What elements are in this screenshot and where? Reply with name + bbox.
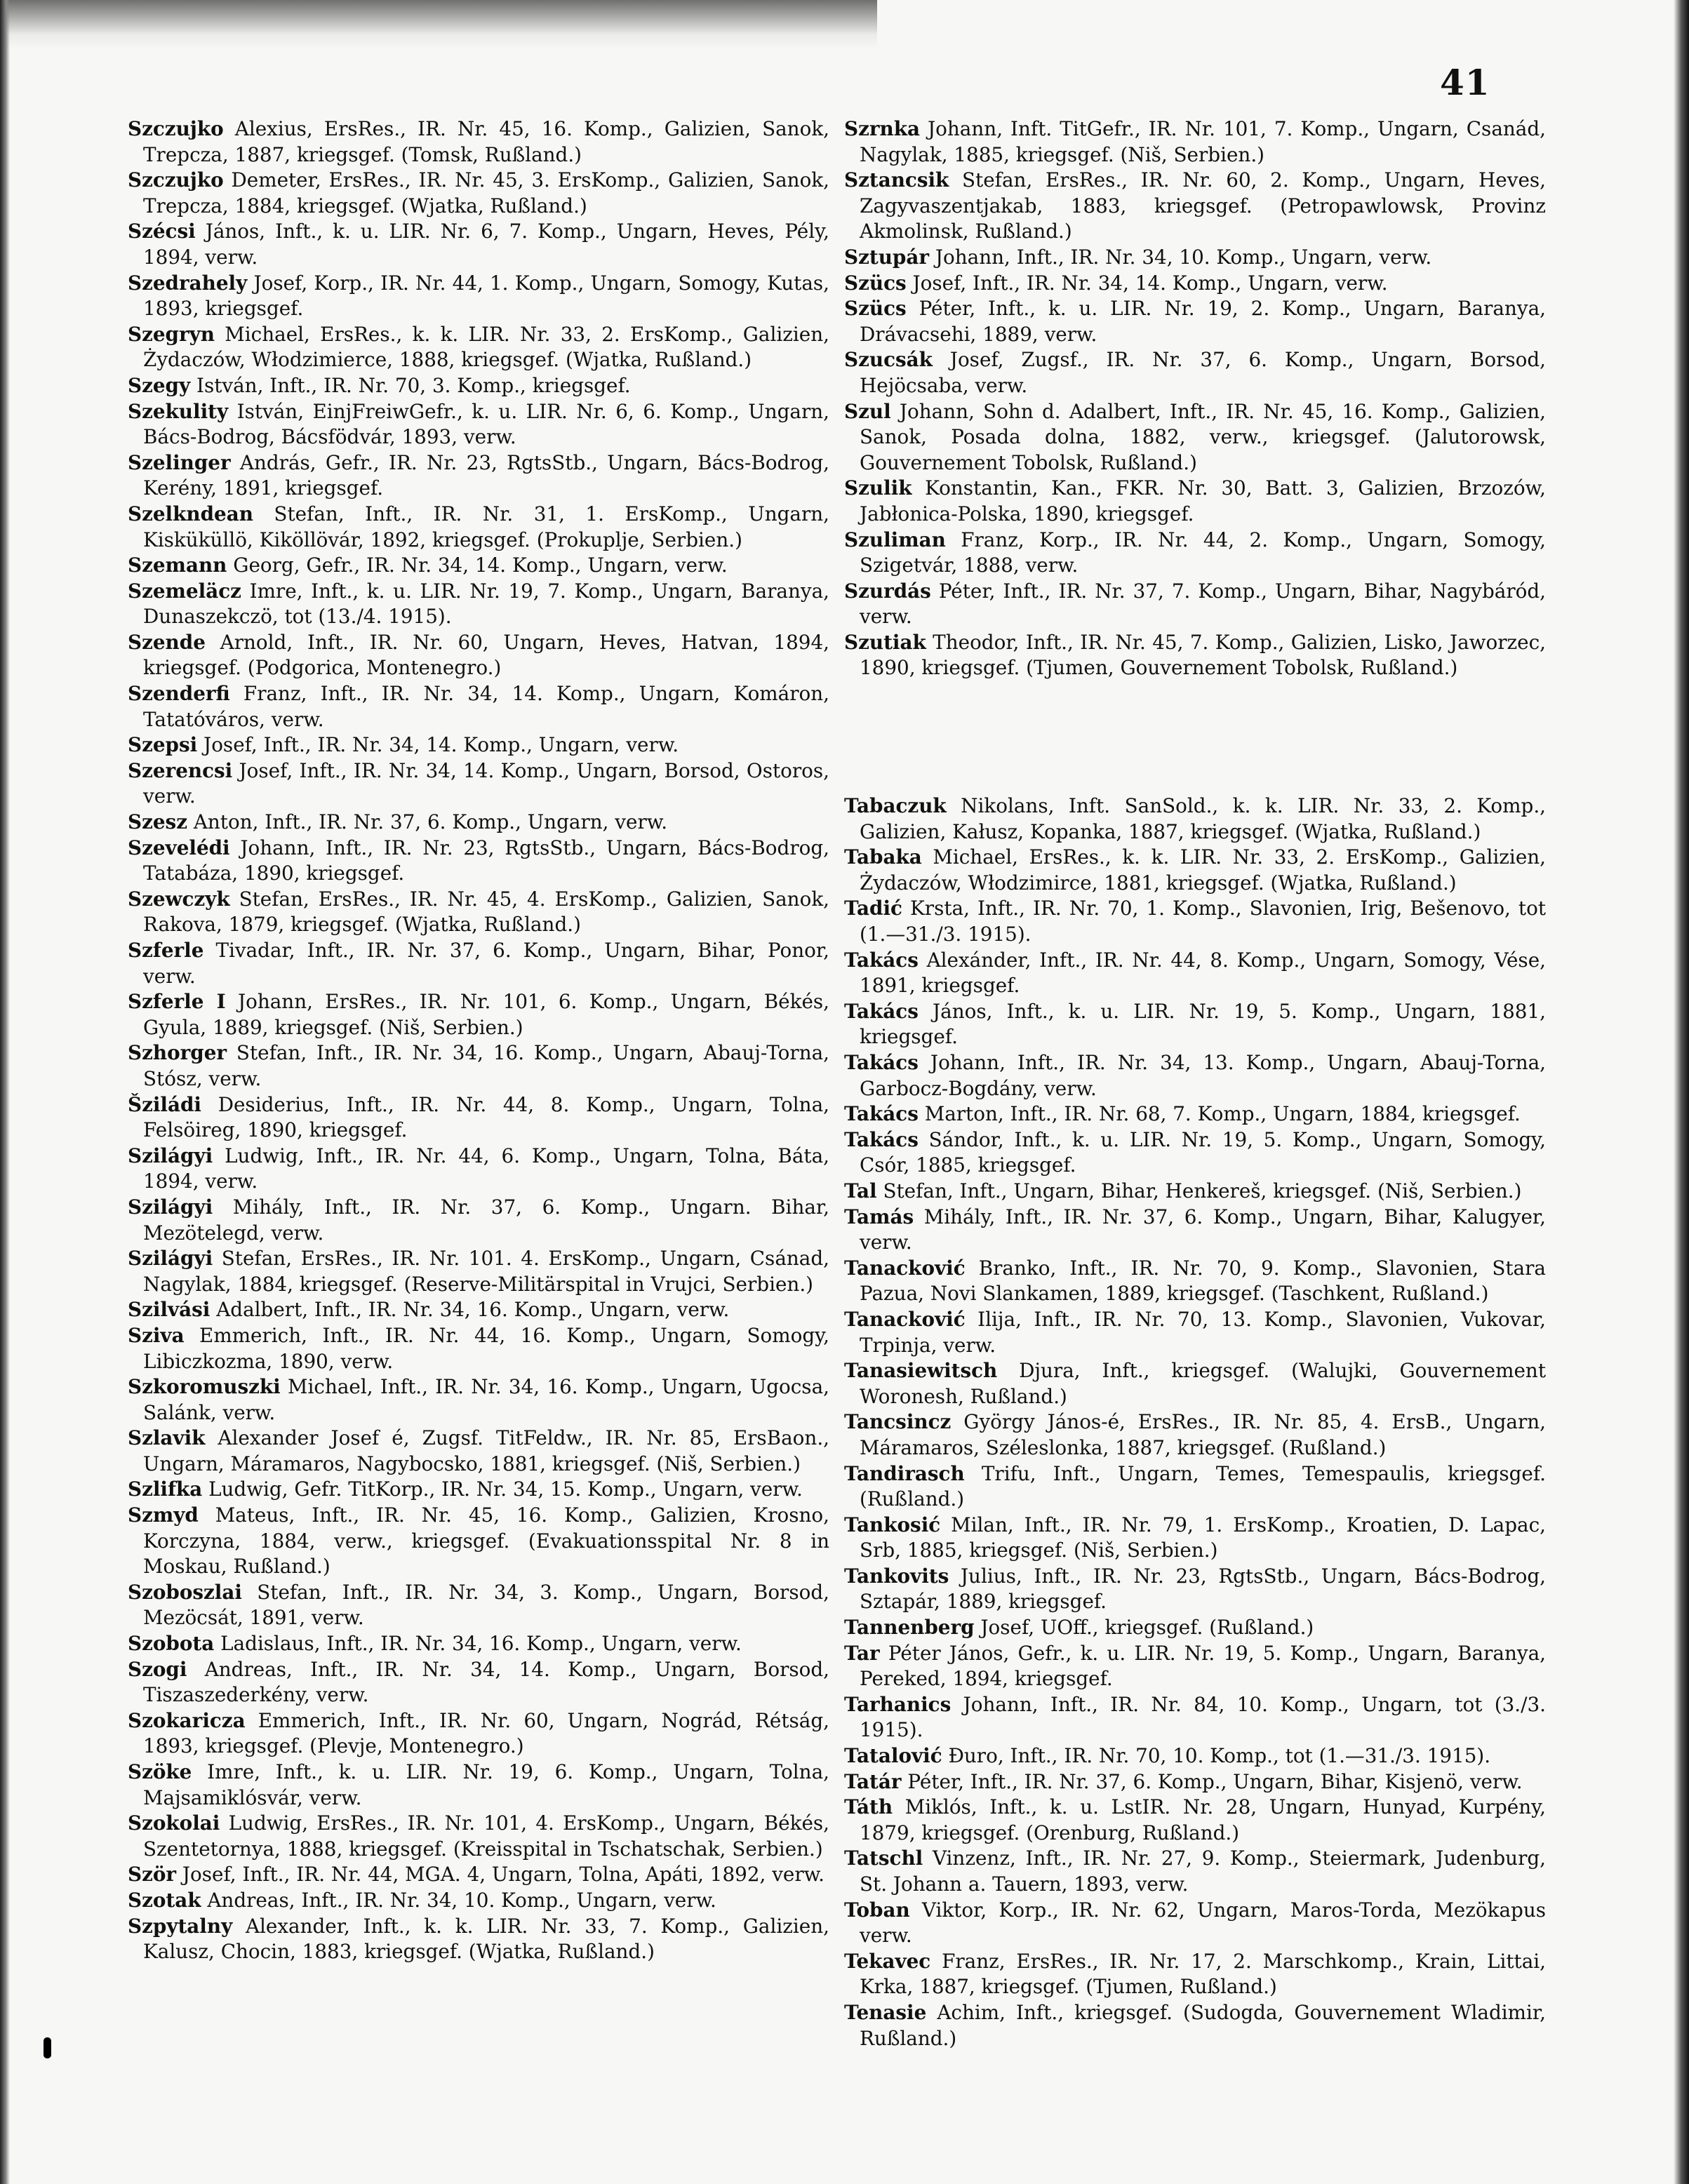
entry-surname: Szevelédi [128,836,230,859]
register-entry [128,938,829,989]
entry-details: Ludwig, Gefr. TitKorp., IR. Nr. 34, 15. Komp., Ungarn, verw. [208,1478,803,1501]
entry-details: Franz, Korp., IR. Nr. 44, 2. Komp., Ungarn, Somogy, Szigetvár, 1888, verw. [860,528,1546,577]
entry-surname: Tandirasch [844,1461,965,1485]
entry-surname: Szokaricza [128,1708,246,1732]
left-column [128,116,829,1965]
register-entry [128,1144,829,1195]
entry-details: Josef, Inft., IR. Nr. 44, MGA. 4, Ungarn, Tolna, Apáti, 1892, verw. [182,1863,825,1887]
page-number: 41 [1440,62,1490,103]
register-entry [844,528,1546,579]
entry-details: Franz, ErsRes., IR. Nr. 17, 2. Marschkomp., Krain, Littai, Krka, 1887, kriegsgef. (Tjumen, Rußland.) [860,1949,1546,1999]
register-entry [844,999,1546,1050]
register-entry [128,1092,829,1144]
entry-surname: Szekulity [128,399,229,423]
entry-surname: Szpytalny [128,1914,233,1938]
register-entry [128,989,829,1040]
entry-details: Michael, Inft., IR. Nr. 34, 16. Komp., Ungarn, Ugocsa, Salánk, verw. [143,1375,829,1424]
entry-details: Branko, Inft., IR. Nr. 70, 9. Komp., Slavonien, Stara Pazua, Novi Slankamen, 1889, kriegsgef. (Taschkent, Rußland.) [860,1256,1546,1306]
register-entry [844,245,1546,271]
entry-surname: Tabaczuk [844,794,947,818]
entry-surname: Tanasiewitsch [844,1359,998,1383]
register-entry [128,681,829,732]
entry-surname: Szegryn [128,322,215,346]
entry-details: Sándor, Inft., k. u. LIR. Nr. 19, 5. Komp., Ungarn, Somogy, Csór, 1885, kriegsgef. [860,1127,1546,1177]
entry-details: Johann, Sohn d. Adalbert, Inft., IR. Nr. 45, 16. Komp., Galizien, Sanok, Posada dolna, 1882, verw., kriegsgef. (Jalutorowsk, Gouvernement Tobolsk, Rußland.) [860,399,1546,474]
entry-surname: Sztupár [844,245,930,269]
register-entry [844,579,1546,630]
entry-surname: Szhorger [128,1041,227,1065]
entry-details: Alexander, Inft., k. k. LIR. Nr. 33, 7. Komp., Galizien, Kalusz, Chocin, 1883, kriegsgef. (Wjatka, Rußland.) [143,1914,829,1964]
entry-surname: Tamás [844,1205,914,1228]
entry-surname: Tanacković [844,1256,966,1280]
register-entry [844,1307,1546,1358]
register-entry [128,1323,829,1374]
entry-details: Péter János, Gefr., k. u. LIR. Nr. 19, 5. Komp., Ungarn, Baranya, Pereked, 1894, kriegsgef. [860,1641,1546,1691]
register-entry [844,476,1546,527]
entry-details: János, Inft., k. u. LIR. Nr. 6, 7. Komp., Ungarn, Heves, Pély, 1894, verw. [143,220,829,269]
entry-details: Ladislaus, Inft., IR. Nr. 34, 16. Komp., Ungarn, verw. [220,1632,742,1656]
register-entry [128,271,829,322]
register-entry [128,116,829,168]
register-entry [128,168,829,219]
register-entry [128,1914,829,1965]
register-entry [128,219,829,270]
register-entry [844,1358,1546,1409]
register-entry [128,399,829,450]
entry-details: Alexius, ErsRes., IR. Nr. 45, 16. Komp., Galizien, Sanok, Trepcza, 1887, kriegsgef. (Tomsk, Rußland.) [143,117,830,166]
entry-surname: Szöke [128,1760,192,1783]
entry-details: Tivadar, Inft., IR. Nr. 37, 6. Komp., Ungarn, Bihar, Ponor, verw. [143,939,829,988]
entry-details: Stefan, Inft., IR. Nr. 31, 1. ErsKomp., Ungarn, Kisküküllö, Kiköllövár, 1892, kriegsgef. (Prokuplje, Serbien.) [143,502,829,551]
register-entry [844,1256,1546,1307]
entry-surname: Takács [844,1051,919,1074]
register-entry [844,1769,1546,1795]
entry-details: Krsta, Inft., IR. Nr. 70, 1. Komp., Slavonien, Irig, Bešenovo, tot (1.—31./3. 1915). [860,897,1546,946]
entry-surname: Szokolai [128,1811,220,1835]
entry-details: Johann, Inft., IR. Nr. 34, 10. Komp., Ungarn, verw. [935,245,1432,269]
entry-details: Mihály, Inft., IR. Nr. 37, 6. Komp., Ungarn, Bihar, Kalugyer, verw. [860,1205,1546,1254]
register-entry [844,948,1546,999]
entry-details: Josef, Zugsf., IR. Nr. 37, 6. Komp., Ungarn, Borsod, Hejöcsaba, verw. [860,348,1546,397]
entry-details: Achim, Inft., kriegsgef. (Sudogda, Gouvernement Wladimir, Rußland.) [860,2000,1546,2050]
entry-surname: Táth [844,1795,893,1819]
section-gap [844,681,1546,793]
entry-details: Marton, Inft., IR. Nr. 68, 7. Komp., Ungarn, 1884, kriegsgef. [924,1102,1521,1126]
register-entry [128,1195,829,1246]
entry-surname: Tabaka [844,845,922,869]
entry-details: Johann, Inft., IR. Nr. 23, RgtsStb., Ungarn, Bács-Bodrog, Tatabáza, 1890, kriegsgef. [143,836,829,885]
entry-surname: Tatalović [844,1744,942,1768]
entry-surname: Szesz [128,810,187,834]
register-entry [844,296,1546,347]
register-entry [844,1641,1546,1692]
entry-details: Michael, ErsRes., k. k. LIR. Nr. 33, 2. ErsKomp., Galizien, Żydaczów, Włodzimirce, 1881, kriegsgef. (Wjatka, Rußland.) [860,845,1547,895]
entry-details: Josef, Inft., IR. Nr. 34, 14. Komp., Ungarn, verw. [203,733,679,757]
entry-details: Imre, Inft., k. u. LIR. Nr. 19, 7. Komp., Ungarn, Baranya, Dunaszekczö, tot (13./4. 1915). [143,579,829,629]
register-entry [844,168,1546,245]
entry-surname: Tanacković [844,1307,966,1331]
register-entry [128,1503,829,1580]
register-entry [128,1888,829,1914]
entry-surname: Szrnka [844,117,920,140]
register-entry [844,347,1546,398]
entry-details: Ludwig, Inft., IR. Nr. 44, 6. Komp., Ungarn, Tolna, Báta, 1894, verw. [143,1144,829,1193]
entry-surname: Szutiak [844,630,926,654]
entry-surname: Ször [128,1863,177,1887]
entry-details: István, EinjFreiwGefr., k. u. LIR. Nr. 6, 6. Komp., Ungarn, Bács-Bodrog, Bácsfödvár, 1893, verw. [143,399,829,449]
right-column-t-section [844,793,1546,2051]
entry-surname: Szenderfi [128,682,230,706]
entry-surname: Szerencsi [128,758,233,782]
entry-surname: Szlavik [128,1426,206,1450]
entry-details: Imre, Inft., k. u. LIR. Nr. 19, 6. Komp., Ungarn, Tolna, Majsamiklósvár, verw. [143,1760,829,1809]
register-entry [128,1760,829,1811]
entry-surname: Szegy [128,373,191,397]
register-entry [844,1050,1546,1101]
entry-surname: Tal [844,1179,877,1202]
entry-details: Ilija, Inft., IR. Nr. 70, 13. Komp., Slavonien, Vukovar, Trpinja, verw. [860,1307,1546,1357]
entry-surname: Szul [844,399,891,423]
entry-details: István, Inft., IR. Nr. 70, 3. Komp., kriegsgef. [196,373,631,397]
register-entry [128,373,829,399]
register-entry [844,271,1546,297]
entry-surname: Szobota [128,1632,215,1656]
entry-details: Stefan, Inft., IR. Nr. 34, 3. Komp., Ungarn, Borsod, Mezöcsát, 1891, verw. [143,1580,829,1630]
register-entry [844,1205,1546,1256]
register-entry [128,1708,829,1760]
entry-details: Johann, ErsRes., IR. Nr. 101, 6. Komp., Ungarn, Békés, Gyula, 1889, kriegsgef. (Niš, Serbien.) [143,990,830,1039]
register-entry [128,836,829,887]
entry-details: Josef, Korp., IR. Nr. 44, 1. Komp., Ungarn, Somogy, Kutas, 1893, kriegsgef. [143,271,829,321]
entry-details: Stefan, ErsRes., IR. Nr. 101. 4. ErsKomp., Ungarn, Csánad, Nagylak, 1884, kriegsgef. (Reserve-Militärspital in Vrujci, Serbien.) [143,1247,829,1296]
entry-details: Alexander Josef é, Zugsf. TitFeldw., IR. Nr. 85, ErsBaon., Ungarn, Máramaros, Nagybocsko, 1881, kriegsgef. (Niš, Serbien.) [143,1426,829,1475]
register-entry [844,1564,1546,1615]
register-entry [128,322,829,373]
entry-surname: Sztancsik [844,168,949,192]
entry-surname: Szücs [844,271,907,295]
register-entry [844,2000,1546,2051]
entry-details: Stefan, ErsRes., IR. Nr. 45, 4. ErsKomp., Galizien, Sanok, Rakova, 1879, kriegsgef. (Wjatka, Rußland.) [143,887,830,937]
entry-details: Anton, Inft., IR. Nr. 37, 6. Komp., Ungarn, verw. [193,810,668,834]
entry-details: Stefan, ErsRes., IR. Nr. 60, 2. Komp., Ungarn, Heves, Zagyvaszentjakab, 1883, kriegsgef. (Petropawlowsk, Provinz Akmolinsk, Rußland.) [860,168,1546,243]
entry-surname: Tar [844,1641,880,1665]
entry-details: Andreas, Inft., IR. Nr. 34, 14. Komp., Ungarn, Borsod, Tiszaszederkény, verw. [143,1657,829,1707]
register-entry [844,1615,1546,1641]
register-entry [844,896,1546,947]
entry-details: Milan, Inft., IR. Nr. 79, 1. ErsKomp., Kroatien, D. Lapac, Srb, 1885, kriegsgef. (Niš, Serbien.) [860,1513,1546,1562]
entry-surname: Szczujko [128,117,224,140]
register-entry [844,1461,1546,1513]
entry-surname: Szoboszlai [128,1580,242,1604]
entry-details: Miklós, Inft., k. u. LstIR. Nr. 28, Ungarn, Hunyad, Kurpény, 1879, kriegsgef. (Orenburg, Rußland.) [860,1795,1547,1844]
register-entry [844,1179,1546,1205]
entry-surname: Szczujko [128,168,224,192]
register-entry [844,1949,1546,2000]
register-entry [128,1862,829,1888]
register-entry [128,1657,829,1708]
entry-details: András, Gefr., IR. Nr. 23, RgtsStb., Ungarn, Bács-Bodrog, Kerény, 1891, kriegsgef. [143,450,829,500]
register-entry [844,1795,1546,1846]
register-entry [844,116,1546,168]
entry-details: Péter, Inft., IR. Nr. 37, 6. Komp., Ungarn, Bihar, Kisjenö, verw. [907,1769,1523,1793]
register-entry [128,1297,829,1323]
entry-surname: Szkoromuszki [128,1375,281,1399]
entry-details: Konstantin, Kan., FKR. Nr. 30, Batt. 3, Galizien, Brzozów, Jabłonica-Polska, 1890, kriegsgef. [860,476,1546,525]
entry-surname: Szelinger [128,450,231,474]
entry-details: Péter, Inft., k. u. LIR. Nr. 19, 2. Komp., Ungarn, Baranya, Drávacsehi, 1889, verw. [860,297,1546,346]
entry-surname: Tankovits [844,1564,949,1588]
entry-surname: Szewczyk [128,887,230,911]
register-entry [128,1040,829,1092]
entry-surname: Tankosić [844,1513,941,1536]
entry-surname: Takács [844,1127,919,1151]
right-column-s-section [844,116,1546,681]
entry-surname: Szulik [844,476,912,500]
register-entry [128,887,829,938]
entry-details: Desiderius, Inft., IR. Nr. 44, 8. Komp., Ungarn, Tolna, Felsöireg, 1890, kriegsgef. [143,1092,829,1142]
entry-details: János, Inft., k. u. LIR. Nr. 19, 5. Komp., Ungarn, 1881, kriegsgef. [860,999,1546,1049]
entry-surname: Szemeläcz [128,579,241,603]
entry-details: Julius, Inft., IR. Nr. 23, RgtsStb., Ungarn, Bács-Bodrog, Sztapár, 1889, kriegsgef. [860,1564,1546,1614]
register-entry [128,732,829,758]
entry-surname: Tancsincz [844,1410,952,1434]
entry-details: Vinzenz, Inft., IR. Nr. 27, 9. Komp., Steiermark, Judenburg, St. Johann a. Tauern, 1893, verw. [860,1847,1546,1896]
entry-surname: Šziládi [128,1092,201,1116]
entry-surname: Takács [844,1102,919,1126]
register-entry [128,502,829,553]
entry-details: Josef, UOff., kriegsgef. (Rußland.) [980,1616,1314,1640]
entry-details: Đuro, Inft., IR. Nr. 70, 10. Komp., tot (1.—31./3. 1915). [948,1744,1491,1768]
register-entry [844,845,1546,896]
entry-details: Péter, Inft., IR. Nr. 37, 7. Komp., Ungarn, Bihar, Nagybáród, verw. [860,579,1546,629]
register-entry [128,553,829,579]
register-entry [844,1898,1546,1949]
entry-details: Mihály, Inft., IR. Nr. 37, 6. Komp., Ungarn. Bihar, Mezötelegd, verw. [143,1195,829,1245]
entry-details: Nikolans, Inft. SanSold., k. k. LIR. Nr. 33, 2. Komp., Galizien, Kałusz, Kopanka, 1887, kriegsgef. (Wjatka, Rußland.) [860,794,1546,843]
entry-details: Stefan, Inft., Ungarn, Bihar, Henkereš, kriegsgef. (Niš, Serbien.) [883,1179,1522,1202]
register-entry [128,1580,829,1631]
entry-surname: Takács [844,948,919,972]
entry-details: Emmerich, Inft., IR. Nr. 60, Ungarn, Nográd, Rétság, 1893, kriegsgef. (Plevje, Montenegro.) [143,1708,829,1758]
register-entry [128,758,829,810]
entry-details: Stefan, Inft., IR. Nr. 34, 16. Komp., Ungarn, Abauj-Torna, Stósz, verw. [143,1041,830,1090]
register-entry [128,1811,829,1862]
right-column [844,116,1546,2051]
entry-surname: Tarhanics [844,1692,952,1716]
scan-shadow-top [0,0,877,49]
entry-details: Johann, Inft., IR. Nr. 84, 10. Komp., Ungarn, tot (3./3. 1915). [860,1692,1546,1742]
register-entry [128,450,829,502]
entry-surname: Szurdás [844,579,931,603]
register-entry [844,1846,1546,1897]
register-entry [844,1513,1546,1564]
register-entry [844,399,1546,476]
entry-details: Mateus, Inft., IR. Nr. 45, 16. Komp., Galizien, Krosno, Korczyna, 1884, verw., kriegsgef. (Evakuationsspital Nr. 8 in Moskau, Rußland.) [143,1503,829,1579]
entry-surname: Sziva [128,1323,185,1347]
scan-shadow-right [1674,0,1689,2184]
register-entry [844,1743,1546,1769]
entry-surname: Tenasie [844,2000,927,2024]
register-entry [844,1127,1546,1179]
entry-details: Johann, Inft. TitGefr., IR. Nr. 101, 7. Komp., Ungarn, Csanád, Nagylak, 1885, kriegsgef. (Niš, Serbien.) [860,117,1546,166]
margin-ink-mark [44,2037,51,2058]
entry-surname: Szilvási [128,1298,211,1322]
entry-surname: Takács [844,999,919,1023]
entry-surname: Szemann [128,554,227,577]
register-entry [128,1374,829,1426]
entry-details: Adalbert, Inft., IR. Nr. 34, 16. Komp., Ungarn, verw. [216,1298,730,1322]
entry-surname: Tekavec [844,1949,931,1973]
entry-surname: Szende [128,630,206,654]
entry-surname: Szucsák [844,348,933,372]
register-entry [128,579,829,630]
entry-details: Michael, ErsRes., k. k. LIR. Nr. 33, 2. ErsKomp., Galizien, Żydaczów, Włodzimierce, 1888, kriegsgef. (Wjatka, Rußland.) [143,322,829,372]
register-entry [844,630,1546,681]
entry-details: Trifu, Inft., Ungarn, Temes, Temespaulis, kriegsgef. (Rußland.) [860,1461,1546,1511]
entry-details: Georg, Gefr., IR. Nr. 34, 14. Komp., Ungarn, verw. [233,554,728,577]
entry-surname: Toban [844,1898,910,1922]
entry-surname: Szilágyi [128,1247,213,1271]
entry-surname: Szlifka [128,1478,203,1501]
entry-surname: Tannenberg [844,1616,975,1640]
register-entry [844,1101,1546,1127]
register-entry [128,1631,829,1657]
register-entry [844,793,1546,845]
entry-surname: Szogi [128,1657,187,1681]
scan-shadow-left [0,0,10,2184]
register-entry [844,1409,1546,1461]
entry-surname: Szécsi [128,220,196,243]
entry-details: Viktor, Korp., IR. Nr. 62, Ungarn, Maros-Torda, Mezökapus verw. [860,1898,1546,1948]
entry-surname: Szedrahely [128,271,248,295]
entry-details: György János-é, ErsRes., IR. Nr. 85, 4. ErsB., Ungarn, Máramaros, Széleslonka, 1887, kriegsgef. (Rußland.) [860,1410,1546,1459]
entry-details: Franz, Inft., IR. Nr. 34, 14. Komp., Ungarn, Komáron, Tatatóváros, verw. [143,682,829,731]
entry-details: Josef, Inft., IR. Nr. 34, 14. Komp., Ungarn, Borsod, Ostoros, verw. [143,758,829,808]
register-entry [128,1426,829,1477]
entry-details: Demeter, ErsRes., IR. Nr. 45, 3. ErsKomp., Galizien, Sanok, Trepcza, 1884, kriegsgef. (Wjatka, Rußland.) [143,168,829,217]
register-entry [128,1477,829,1503]
entry-surname: Tatár [844,1769,902,1793]
entry-details: Emmerich, Inft., IR. Nr. 44, 16. Komp., Ungarn, Somogy, Libiczkozma, 1890, verw. [143,1323,829,1373]
entry-surname: Szücs [844,297,907,321]
entry-surname: Szelkndean [128,502,253,525]
entry-surname: Szilágyi [128,1195,213,1219]
entry-details: Johann, Inft., IR. Nr. 34, 13. Komp., Ungarn, Abauj-Torna, Garbocz-Bogdány, verw. [860,1051,1546,1100]
entry-surname: Szferle I [128,990,226,1014]
entry-details: Djura, Inft., kriegsgef. (Walujki, Gouvernement Woronesh, Rußland.) [860,1359,1546,1408]
register-entry [128,1246,829,1297]
entry-surname: Szepsi [128,733,198,757]
entry-surname: Szotak [128,1888,201,1912]
entry-details: Theodor, Inft., IR. Nr. 45, 7. Komp., Galizien, Lisko, Jaworzec, 1890, kriegsgef. (Tjumen, Gouvernement Tobolsk, Rußland.) [860,630,1546,680]
register-entry [128,630,829,681]
entry-surname: Szuliman [844,528,946,551]
entry-surname: Tatschl [844,1847,923,1870]
register-entry [844,1692,1546,1743]
entry-details: Arnold, Inft., IR. Nr. 60, Ungarn, Heves, Hatvan, 1894, kriegsgef. (Podgorica, Montenegro.) [143,630,829,680]
entry-surname: Szferle [128,939,204,962]
entry-details: Alexánder, Inft., IR. Nr. 44, 8. Komp., Ungarn, Somogy, Vése, 1891, kriegsgef. [860,948,1546,998]
register-entry [128,810,829,836]
entry-details: Josef, Inft., IR. Nr. 34, 14. Komp., Ungarn, verw. [912,271,1388,295]
entry-details: Andreas, Inft., IR. Nr. 34, 10. Komp., Ungarn, verw. [207,1888,716,1912]
entry-surname: Szmyd [128,1503,199,1527]
entry-surname: Szilágyi [128,1144,213,1167]
entry-surname: Tadić [844,897,902,920]
entry-details: Ludwig, ErsRes., IR. Nr. 101, 4. ErsKomp., Ungarn, Békés, Szentetornya, 1888, kriegsgef. (Kreisspital in Tschatschak, Serbien.) [143,1811,829,1861]
